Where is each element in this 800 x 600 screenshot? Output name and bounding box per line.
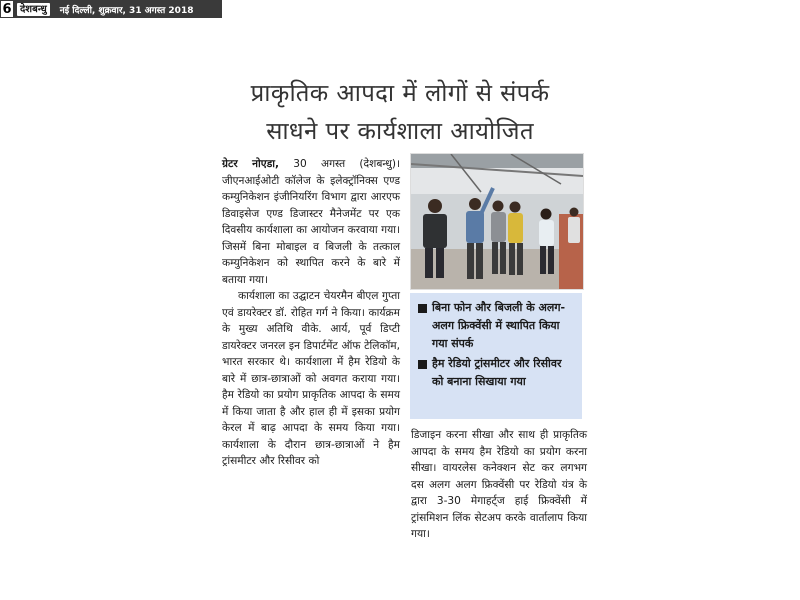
highlight-item xyxy=(418,299,576,353)
article-paragraph-2: कार्यशाला का उद्घाटन चेयरमैन बीएल गुप्ता एवं डायरेक्टर डॉ. रोहित गर्ग ने किया। कार्यक्रम के मुख्य अतिथि वीके. आर्य, पूर्व डिप्टी डायरेक्टर जनरल इन डिपार्टमेंट ऑफ टेलिकॉम, भारत सरकार थे। कार्यशाला में हैम रेडियो के बारे में छात्र-छात्राओं को अवगत कराया गया। हैम रेडियो का प्रयोग प्राकृतिक आपदा के समय में किया जाता है और हाल ही में इसका प्रयोग केरल में बाढ़ आपदा के समय किया गया। कार्यशाला के दौरान छात्र-छात्राओं ने हैम ट्रांसमीटर और रिसीवर को xyxy=(222,290,400,467)
headline-line-2: साधने पर कार्यशाला आयोजित xyxy=(266,117,534,145)
article-photo xyxy=(410,153,584,290)
article-paragraph-1 xyxy=(222,156,400,288)
newspaper-logo: देशबन्धु xyxy=(17,3,50,16)
article-dateline: ग्रेटर नोएडा, xyxy=(222,158,280,170)
rooftop-photo-image xyxy=(411,154,583,289)
article-column-right xyxy=(411,427,587,543)
paragraph-1-text: 30 अगस्त (देशबन्धु)। जीएनआईओटी कॉलेज के इलेक्ट्रॉनिक्स एण्ड कम्युनिकेशन इंजीनियरिंग विभाग द्वारा आरएफ डिवाइसेज एण्ड डिजास्टर मैनेजमेंट पर एक दिवसीय कार्यशाला का आयोजन करवाया गया। जिसमें बिना मोबाइल व बिजली के तत्काल कम्युनिकेशन को स्थापित करने के बारे में बताया गया। xyxy=(222,158,400,286)
masthead-dateline: नई दिल्ली, शुक्रवार, 31 अगस्त 2018 xyxy=(59,5,194,16)
highlight-text: बिना फोन और बिजली के अलग-अलग फ्रिक्वेंसी में स्थापित किया गया संपर्क xyxy=(432,301,566,350)
headline-line-1: प्राकृतिक आपदा में लोगों से संपर्क xyxy=(250,79,550,107)
article-paragraph-3: डिजाइन करना सीखा और साथ ही प्राकृतिक आपदा के समय हैम रेडियो का प्रयोग करना सीखा। वायरलेस कनेक्शन सेट कर लगभग दस अलग अलग फ्रिक्वेंसी पर रेडियो यंत्र के द्वारा 3-30 मेगाहर्ट्ज हाई फ्रिक्वेंसी में ट्रांसमिशन लिंक सेटअप करके वार्तालाप किया गया। xyxy=(411,429,587,540)
article-headline xyxy=(140,74,660,150)
highlight-item xyxy=(418,355,576,391)
square-bullet-icon xyxy=(418,360,427,369)
masthead xyxy=(0,0,222,18)
highlight-text: हैम रेडियो ट्रांसमीटर और रिसीवर को बनाना सिखाया गया xyxy=(432,357,562,388)
page-number: 6 xyxy=(0,0,14,18)
square-bullet-icon xyxy=(418,304,427,313)
highlight-box xyxy=(410,293,582,419)
article-column-left xyxy=(222,156,400,470)
